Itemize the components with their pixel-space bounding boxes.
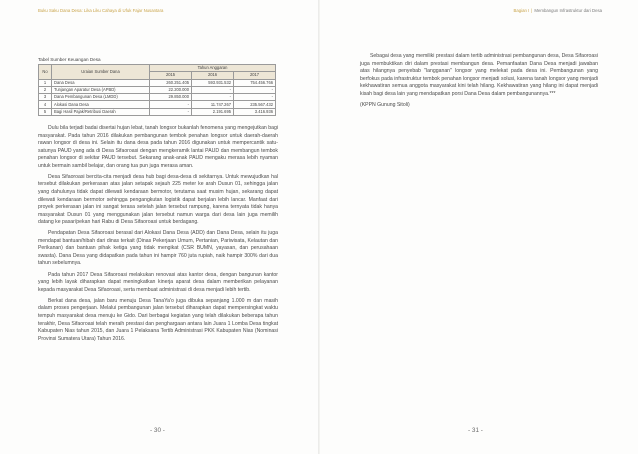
body-paragraph: Pada tahun 2017 Desa Sifaoroasi melakukan renovasi atas kantor desa, dengan bangunan kantor yang lebih layak diharapkan dapat meningkatkan kinerja aparat desa dalam memberikan pelayanan kepada masyarakat Desa Sifaoroasi, serta membuat administrasi di desa menjadi lebih tertib.	[38, 271, 278, 293]
column-header-no: No	[39, 65, 52, 80]
body-paragraph: Berkat dana desa, jalan baru menuju Desa TanaYa'o juga dibuka sepanjang 1.000 m dan masih dalam proses pengerjaan. Melalui pembangunan jalan tersebut diharapkan dapat mempersingkat waktu tempuh masyarakat desa menuju ke Gido. Dari berbagai kegiatan yang telah dilakukan beberapa tahun terakhir, Desa Sifaoroasi telah meraih prestasi dan penghargaan antara lain Juara 1 Lomba Desa tingkat Kabupaten Nias tahun 2015, dan Juara 1 Pelaksana Tertib Administrasi PKK Kabupaten Nias (Nominasi Provinsi Sumatera Utara) Tahun 2016.	[38, 297, 278, 342]
column-header-year: 2017	[234, 72, 276, 79]
table-row	[39, 101, 276, 108]
running-head-title: Membangun Infrastruktur dari Desa	[534, 8, 602, 13]
column-header-year: 2015	[150, 72, 192, 79]
table-row	[39, 108, 276, 115]
table-cell-no: 5	[39, 108, 52, 115]
table-cell-no: 3	[39, 94, 52, 101]
table-cell-source: Tunjangan Aparatur Desa (APBD)	[52, 86, 150, 93]
table-cell-value: 593.931.532	[192, 79, 234, 86]
column-header-year: 2016	[192, 72, 234, 79]
left-running-head: Buku Saku Dana Desa: Lika Liku Cahaya di Ufuk Fajar Nusantara	[38, 8, 164, 13]
left-page	[0, 0, 318, 454]
table-cell-value: 260.251.405	[150, 79, 192, 86]
table-cell-no: 2	[39, 86, 52, 93]
table-row	[39, 79, 276, 86]
running-head-separator: |	[531, 8, 533, 13]
table-caption: Tabel Sumber Keuangan Desa	[38, 57, 101, 62]
body-paragraph: Pendapatan Desa Sifaoroasi berasal dari Alokasi Dana Desa (ADD) dan Dana Desa, selain itu juga mendapat bantuan/hibah dari dinas terkait (Dinas Pekerjaan Umum, Pertanian, Pariwisata, Kelautan dan Perikanan) dan bantuan pihak ketiga yang tidak mengikat (CSR BUMN, yayasan, dan perusahaan swasta). Dana Desa yang didapatkan pada tahun ini hampir 760 juta rupiah, naik hampir 300% dari dua tahun sebelumnya.	[38, 230, 278, 267]
body-paragraph: Desa Sifaoroasi bercita-cita menjadi desa hub bagi desa-desa di sekitarnya. Untuk mewujudkan hal tersebut dilakukan perkerasan atas jalan setapak sejauh 225 meter ke arah Dusun 01, sehingga jalan yang dahulunya tidak dapat dilewati kendaraan bermotor, terutama saat musim hujan, sekarang dapat dilewati kendaraan bermotor sehingga pengangkutan logistik dapat berjalan lebih lancar. Manfaat dari proyek perkerasan jalan ini sangat terasa setelah jalan tersebut rampung, karena ternyata tidak hanya masyarakat Dusun 01 yang menggunakan jalan tersebut namun warga dari desa lain juga memilih datang ke pasar/pekan hari Rabu di Desa Sifaoroasi untuk berdagang.	[38, 173, 278, 226]
table-cell-source: Dana Pembangunan Desa (LMDD)	[52, 94, 150, 101]
table-cell-value: -	[234, 86, 276, 93]
page-number: - 31 -	[468, 427, 483, 434]
page-number: - 30 -	[150, 427, 165, 434]
table-row	[39, 86, 276, 93]
table-cell-value: 754.456.766	[234, 79, 276, 86]
table-cell-value: 22.200.000	[150, 86, 192, 93]
table-cell-value: -	[192, 86, 234, 93]
table-cell-no: 4	[39, 101, 52, 108]
table-cell-source: Dana Desa	[52, 79, 150, 86]
table-cell-source: Bagi Hasil Pajak/Retribusi Daerah	[52, 108, 150, 115]
running-head-section: Bagian I	[513, 8, 530, 13]
table-cell-value: -	[234, 94, 276, 101]
right-body-text	[360, 53, 598, 109]
body-paragraph: Sebagai desa yang memiliki prestasi dalam tertib administrasi pembangunan desa, Desa Sifaoroasi juga membuktikan diri dalam prestasi membangun desa. Pemanfaatan Dana Desa menjadi jawaban atas hilangnya penyebab "langganan" longsor yang melekat pada desa ini. Pembangunan yang berfokus pada infrastruktur tembok penahan longsor menjadi solusi, karena tanah longsor yang menjadi kekhawatiran semua anggota masyarakat kini telah hilang. Kekhawatiran yang hilang ini dapat menjadi kisah bagi desa lain yang mendapatkan porsi Dana Desa dalam pembangunannya.***	[360, 53, 598, 97]
table-cell-no: 1	[39, 79, 52, 86]
village-funding-table	[38, 64, 276, 116]
table-cell-value: 11.747.267	[192, 101, 234, 108]
table-cell-value: 235.567.432	[234, 101, 276, 108]
author-signoff: (KPPN Gunung Sitoli)	[360, 101, 410, 108]
table-cell-value: -	[150, 108, 192, 115]
table-row	[39, 94, 276, 101]
table-cell-value: 3.416.936	[234, 108, 276, 115]
table-cell-value: 2.191.695	[192, 108, 234, 115]
table-cell-source: Alokasi Dana Desa	[52, 101, 150, 108]
column-header-budget-year: Tahun Anggaran	[150, 65, 276, 72]
left-body-text	[38, 125, 278, 343]
right-running-head	[514, 8, 603, 13]
table-cell-value: -	[192, 94, 234, 101]
body-paragraph: Dulu bila terjadi badai disertai hujan lebat, tanah longsor bukanlah fenomena yang mengejutkan bagi masyarakat. Pada tahun 2016 dilakukan pembangunan tembok penahan longsor untuk daerah-daerah rawan longsor di desa ini. Selain itu dana desa pada tahun 2016 digunakan untuk mempercantik satu-satunya PAUD yang ada di Desa Sifaoroasi dengan mengkeramik lantai PAUD dan membangun tembok penahan longsor di sekitar PAUD tersebut. Sekarang anak-anak PAUD mengaku merasa lebih nyaman untuk bermain sambil belajar, dan orang tua pun juga merasa aman.	[38, 125, 278, 169]
table-cell-value: 29.850.000	[150, 94, 192, 101]
column-header-source: Uraian Sumber Dana	[52, 65, 150, 80]
table-cell-value: -	[150, 101, 192, 108]
